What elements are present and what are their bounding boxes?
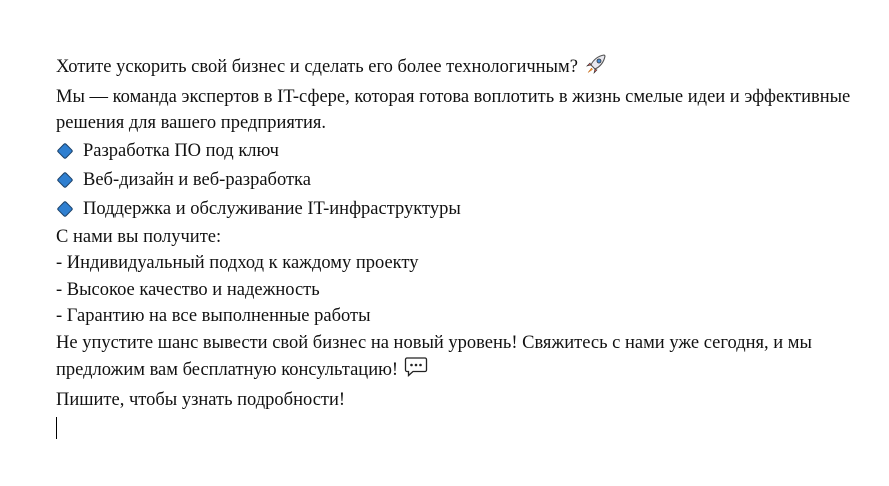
intro-text: Мы — команда экспертов в IT-сфере, которая готова воплотить в жизнь смелые идеи и эффективные решения для вашего предприятия. xyxy=(56,86,851,133)
closing-line: Пишите, чтобы узнать подробности! xyxy=(56,389,346,410)
cta-text: Не упустите шанс вывести свой бизнес на новый уровень! Свяжитесь с нами уже сегодня, и мы предложим вам бесплатную консультацию! xyxy=(56,332,812,380)
intro-question-line xyxy=(56,53,856,84)
service-label: Поддержка и обслуживание IT-инфраструктуры xyxy=(83,198,461,219)
document-body[interactable] xyxy=(56,53,856,439)
blue-diamond-icon xyxy=(57,201,74,218)
cta-paragraph xyxy=(56,330,856,387)
rocket-icon xyxy=(584,53,608,84)
service-item xyxy=(56,166,856,195)
service-label: Веб-дизайн и веб-разработка xyxy=(83,169,311,190)
benefit-item: - Индивидуальный подход к каждому проекту xyxy=(56,253,419,273)
service-item xyxy=(56,137,856,166)
blue-diamond-icon xyxy=(57,143,74,160)
text-cursor xyxy=(56,417,57,439)
blue-diamond-icon xyxy=(57,172,74,189)
service-item xyxy=(56,195,856,224)
speech-bubble-icon xyxy=(404,356,428,387)
service-label: Разработка ПО под ключ xyxy=(83,140,279,161)
intro-question: Хотите ускорить свой бизнес и сделать его более технологичным? xyxy=(56,57,578,77)
benefits-heading: С нами вы получите: xyxy=(56,226,222,247)
benefit-item: - Гарантию на все выполненные работы xyxy=(56,306,371,326)
benefit-item: - Высокое качество и надежность xyxy=(56,279,320,300)
